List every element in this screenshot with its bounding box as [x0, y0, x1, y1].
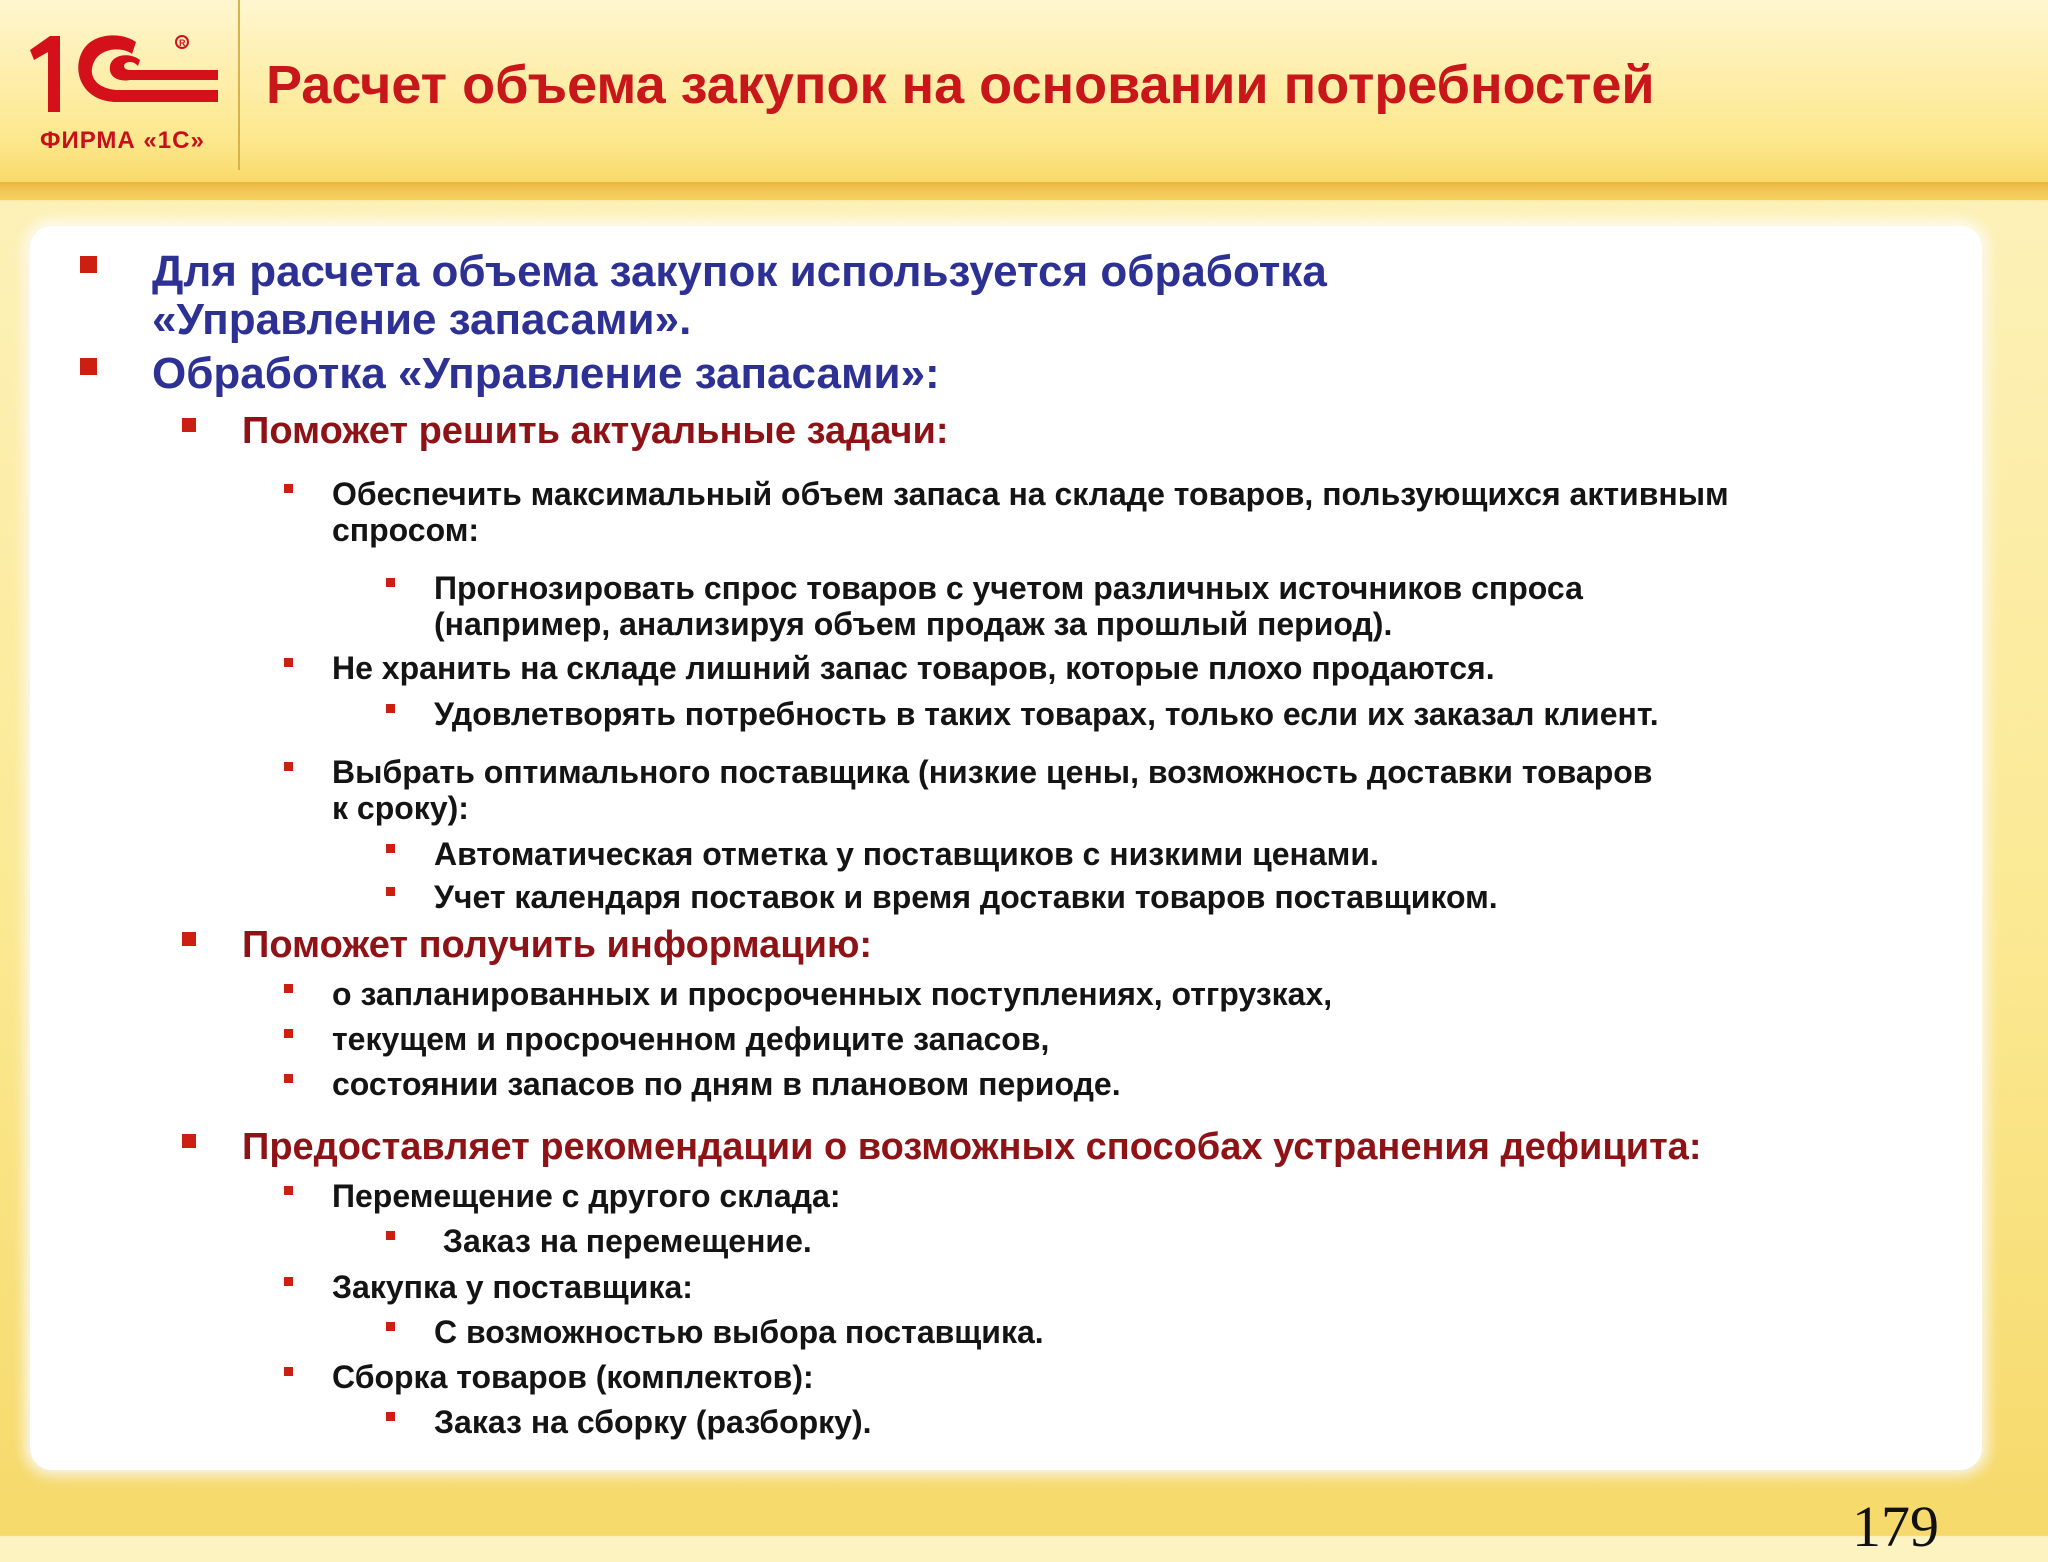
bullet-text: к сроку):: [332, 790, 469, 826]
bullet-text: Поможет получить информацию:: [242, 924, 873, 966]
bullet-marker-icon: [284, 762, 293, 771]
bullet-marker-icon: [284, 1029, 293, 1038]
bullet-marker-icon: [386, 844, 395, 853]
bullet-item: [332, 1269, 693, 1305]
bullet-marker-icon: [284, 1277, 293, 1286]
bullet-text: Автоматическая отметка у поставщиков с низкими ценами.: [434, 836, 1379, 872]
svg-text:R: R: [179, 38, 186, 48]
bullet-item: [332, 476, 1729, 548]
page-number: 179: [1852, 1494, 1939, 1559]
bullet-text: Прогнозировать спрос товаров с учетом различных источников спроса: [434, 570, 1583, 606]
bullet-item: [332, 1178, 840, 1214]
bullet-marker-icon: [386, 1412, 395, 1421]
bullet-text: Заказ на перемещение.: [434, 1223, 812, 1259]
bullet-marker-icon: [80, 358, 97, 375]
bullet-text: (например, анализируя объем продаж за прошлый период).: [434, 606, 1393, 642]
bullet-marker-icon: [284, 1367, 293, 1376]
bullet-item: [242, 1126, 1701, 1168]
bullet-item: [152, 248, 1327, 344]
bullet-text: Заказ на сборку (разборку).: [434, 1404, 872, 1440]
bullet-text: Удовлетворять потребность в таких товарах, только если их заказал клиент.: [434, 696, 1659, 732]
bullet-item: [434, 1314, 1044, 1350]
bullet-item: [332, 1359, 814, 1395]
slide-title: Расчет объема закупок на основании потребностей: [266, 55, 1655, 115]
bullet-text: текущем и просроченном дефиците запасов,: [332, 1021, 1050, 1057]
bullet-item: [242, 924, 872, 966]
bullet-item: [332, 650, 1495, 686]
bullet-item: [434, 836, 1379, 872]
bullet-text: Учет календаря поставок и время доставки товаров поставщиком.: [434, 879, 1498, 915]
bullet-text: «Управление запасами».: [152, 295, 692, 344]
bullet-text: Выбрать оптимального поставщика (низкие цены, возможность доставки товаров: [332, 754, 1653, 790]
bullet-marker-icon: [284, 484, 293, 493]
bullet-item: [242, 410, 948, 452]
bullet-marker-icon: [182, 932, 196, 946]
bullet-marker-icon: [386, 578, 395, 587]
bullet-marker-icon: [386, 704, 395, 713]
bullet-item: [332, 754, 1652, 826]
bullet-text: Не хранить на складе лишний запас товаров, которые плохо продаются.: [332, 650, 1495, 686]
bullet-item: [332, 1066, 1121, 1102]
bullet-marker-icon: [284, 1186, 293, 1195]
bullet-text: Перемещение с другого склада:: [332, 1178, 841, 1214]
bullet-text: Обеспечить максимальный объем запаса на складе товаров, пользующихся активным: [332, 476, 1729, 512]
bullet-item: [434, 696, 1659, 732]
bullet-text: Обработка «Управление запасами»:: [152, 349, 940, 398]
bullet-item: [434, 879, 1498, 915]
bullet-marker-icon: [386, 887, 395, 896]
bullet-text: о запланированных и просроченных поступлениях, отгрузках,: [332, 976, 1333, 1012]
bullet-text: спросом:: [332, 512, 480, 548]
bullet-marker-icon: [182, 1134, 196, 1148]
bullet-item: [332, 976, 1332, 1012]
logo-tagline: ФИРМА «1С»: [40, 127, 205, 154]
bullet-marker-icon: [386, 1322, 395, 1331]
bullet-item: [332, 1021, 1049, 1057]
bullet-item: [434, 570, 1583, 642]
bullet-text: состоянии запасов по дням в плановом периоде.: [332, 1066, 1121, 1102]
bullet-text: Закупка у поставщика:: [332, 1269, 693, 1305]
bullet-marker-icon: [284, 984, 293, 993]
bullet-marker-icon: [386, 1231, 395, 1240]
bullet-marker-icon: [284, 1074, 293, 1083]
bullet-text: С возможностью выбора поставщика.: [434, 1314, 1044, 1350]
bullet-text: Сборка товаров (комплектов):: [332, 1359, 814, 1395]
bullet-item: [434, 1404, 872, 1440]
bullet-item: [152, 350, 940, 398]
bullet-marker-icon: [284, 658, 293, 667]
bullet-item: [434, 1223, 812, 1259]
bullet-text: Поможет решить актуальные задачи:: [242, 410, 949, 452]
bullet-text: Предоставляет рекомендации о возможных способах устранения дефицита:: [242, 1126, 1702, 1168]
bullet-marker-icon: [182, 418, 196, 432]
bullet-marker-icon: [80, 256, 97, 273]
bullet-text: Для расчета объема закупок используется обработка: [152, 247, 1327, 296]
